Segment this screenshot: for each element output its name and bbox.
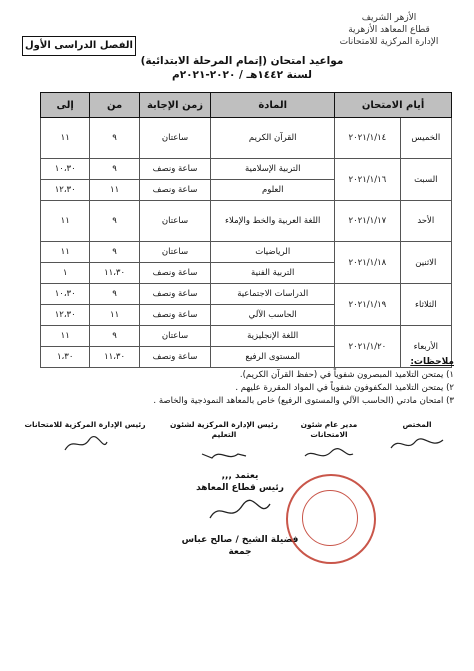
subject-cell: العلوم: [211, 180, 335, 201]
to-cell: ١١: [41, 326, 90, 347]
subject-cell: اللغة العربية والخط والإملاء: [211, 201, 335, 242]
title-main: مواعيد امتحان (إتمام المرحلة الابتدائية): [140, 55, 344, 67]
day-cell: الأحد: [400, 201, 451, 242]
org-line-2: قطاع المعاهد الأزهرية: [348, 25, 430, 35]
date-cell: ٢٠٢١/١/٢٠: [335, 326, 400, 368]
handwritten-signature-icon: [55, 434, 115, 454]
duration-cell: ساعتان: [139, 118, 211, 159]
subject-cell: الدراسات الاجتماعية: [211, 284, 335, 305]
to-cell: ١٠،٣٠: [41, 159, 90, 180]
signature-block-3: [169, 420, 279, 467]
subject-cell: المستوى الرفيع: [211, 347, 335, 368]
subject-cell: الحاسب الآلي: [211, 305, 335, 326]
duration-cell: ساعتان: [139, 326, 211, 347]
from-cell: ٩: [90, 284, 139, 305]
duration-cell: ساعة ونصف: [139, 180, 211, 201]
note-item: ١) يمتحن التلاميذ المبصرون شفوياً في (حفظ القرآن الكريم).: [239, 370, 454, 380]
from-cell: ١١: [90, 305, 139, 326]
official-seal-icon: [286, 474, 376, 564]
note-item: ٢) يمتحن التلاميذ المكفوفون شفوياً في المواد المقررة عليهم .: [235, 383, 454, 393]
signature-title: رئيس الإدارة المركزية للامتحانات: [24, 420, 146, 429]
date-cell: ٢٠٢١/١/١٦: [335, 159, 400, 201]
day-cell: الثلاثاء: [400, 284, 451, 326]
to-cell: ١٢،٣٠: [41, 305, 90, 326]
from-cell: ١١: [90, 180, 139, 201]
duration-cell: ساعتان: [139, 201, 211, 242]
duration-cell: ساعة ونصف: [139, 305, 211, 326]
table-row: [41, 326, 452, 347]
from-cell: ٩: [90, 201, 139, 242]
table-row: [41, 118, 452, 159]
subject-cell: الرياضيات: [211, 242, 335, 263]
day-cell: الاثنين: [400, 242, 451, 284]
handwritten-signature-icon: [387, 434, 447, 454]
day-cell: الخميس: [400, 118, 451, 159]
signature-block-2: [284, 420, 374, 467]
col-day: أيام الامتحان: [335, 93, 452, 118]
table-row: [41, 242, 452, 263]
date-cell: ٢٠٢١/١/١٩: [335, 284, 400, 326]
approval-line-1: يعتمد ,,,: [221, 471, 259, 481]
from-cell: ٩: [90, 326, 139, 347]
col-subject: المادة: [211, 93, 335, 118]
duration-cell: ساعة ونصف: [139, 284, 211, 305]
duration-cell: ساعتان: [139, 242, 211, 263]
approval-line-2: رئيس قطاع المعاهد: [196, 483, 284, 493]
subject-cell: التربية الإسلامية: [211, 159, 335, 180]
subject-cell: اللغة الإنجليزية: [211, 326, 335, 347]
col-from: من: [90, 93, 139, 118]
duration-cell: ساعة ونصف: [139, 263, 211, 284]
duration-cell: ساعة ونصف: [139, 159, 211, 180]
term-label: الفصل الدراسى الأول: [22, 36, 136, 56]
subject-cell: التربية الفنية: [211, 263, 335, 284]
to-cell: ١١: [41, 118, 90, 159]
from-cell: ٩: [90, 118, 139, 159]
signature-block-4: [20, 420, 150, 457]
page-title: [120, 54, 364, 82]
subject-cell: القرآن الكريم: [211, 118, 335, 159]
to-cell: ١١: [41, 201, 90, 242]
to-cell: ١٠،٣٠: [41, 284, 90, 305]
to-cell: ١: [41, 263, 90, 284]
from-cell: ٩: [90, 159, 139, 180]
title-year: لسنة ١٤٤٢هـ / ٢٠٢٠-٢٠٢١م: [172, 69, 312, 81]
table-row: [41, 159, 452, 180]
day-cell: الأربعاء: [400, 326, 451, 368]
date-cell: ٢٠٢١/١/١٧: [335, 201, 400, 242]
to-cell: ١١: [41, 242, 90, 263]
table-row: [41, 201, 452, 242]
seal-inner-ring: [302, 490, 358, 546]
signature-title: رئيس الإدارة المركزية لشئون التعليم: [169, 420, 279, 439]
handwritten-signature-icon: [299, 444, 359, 464]
date-cell: ٢٠٢١/١/١٨: [335, 242, 400, 284]
signature-title: المختص: [402, 420, 432, 429]
org-header: [314, 12, 464, 48]
duration-cell: ساعة ونصف: [139, 347, 211, 368]
from-cell: ١١،٣٠: [90, 347, 139, 368]
date-cell: ٢٠٢١/١/١٤: [335, 118, 400, 159]
notes-title: ملاحظات:: [410, 357, 454, 367]
signature-title: مدير عام شئون الامتحانات: [300, 420, 358, 439]
to-cell: ١،٣٠: [41, 347, 90, 368]
col-duration: زمن الإجابة: [139, 93, 211, 118]
note-item: ٣) امتحان مادتي (الحاسب الآلي والمستوى الرفيع) خاص بالمعاهد النموذجية والخاصة .: [153, 396, 454, 406]
notes-section: [40, 356, 454, 408]
handwritten-signature-icon: [194, 444, 254, 464]
handwritten-signature-icon: [200, 494, 280, 530]
table-header-row: [41, 93, 452, 118]
approval-line-3: فضيلة الشيخ / صالح عباس جمعة: [181, 535, 299, 557]
signature-block-1: [382, 420, 452, 457]
org-line-3: الإدارة المركزية للامتحانات: [339, 37, 439, 47]
day-cell: السبت: [400, 159, 451, 201]
col-to: إلى: [41, 93, 90, 118]
table-row: [41, 284, 452, 305]
from-cell: ٩: [90, 242, 139, 263]
exam-schedule-table: [40, 92, 452, 368]
to-cell: ١٢،٣٠: [41, 180, 90, 201]
from-cell: ١١،٣٠: [90, 263, 139, 284]
org-line-1: الأزهر الشريف: [361, 13, 417, 23]
